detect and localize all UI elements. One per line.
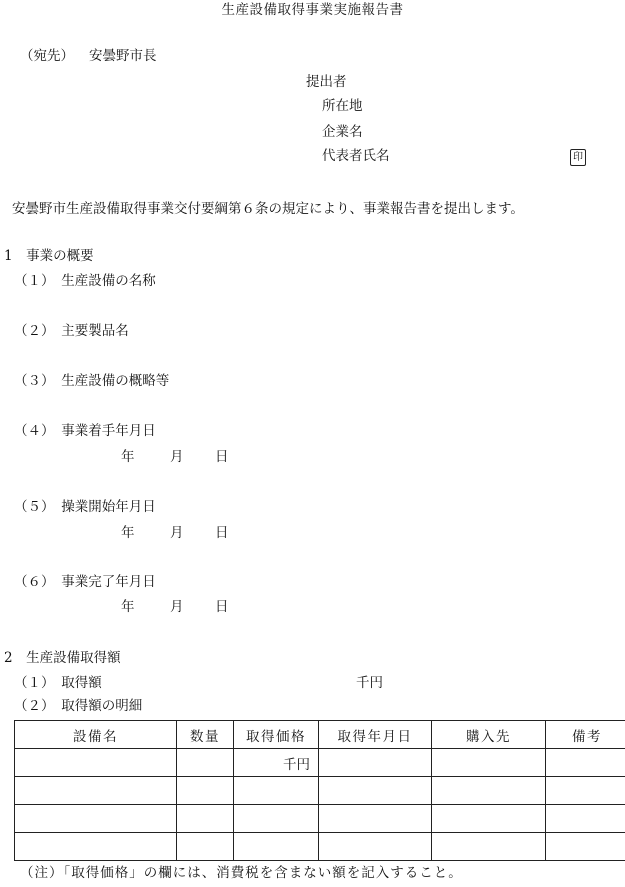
cell-equipment-name[interactable]: [15, 777, 177, 805]
cell-acquisition-price[interactable]: 千円: [234, 749, 319, 777]
col-quantity: 数量: [177, 721, 234, 749]
item-equipment-overview: （３） 生産設備の概略等: [14, 373, 170, 389]
cell-acquisition-date[interactable]: [319, 749, 432, 777]
cell-equipment-name[interactable]: [15, 749, 177, 777]
addressee-name: 安曇野市長: [89, 48, 157, 64]
section2-heading: 2 生産設備取得額: [4, 650, 121, 666]
col-remarks: 備考: [546, 721, 625, 749]
addressee-prefix: （宛先）: [20, 48, 74, 64]
representative-label: 代表者氏名: [322, 148, 390, 164]
company-label: 企業名: [322, 124, 363, 140]
table-row: [15, 805, 625, 833]
cell-remarks[interactable]: [546, 777, 625, 805]
table-row: [15, 833, 625, 861]
cell-quantity[interactable]: [177, 805, 234, 833]
date-day: 日: [215, 525, 229, 541]
date-month: 月: [170, 525, 184, 541]
cell-supplier[interactable]: [432, 777, 546, 805]
cell-acquisition-price[interactable]: [234, 777, 319, 805]
date-day: 日: [215, 449, 229, 465]
cell-supplier[interactable]: [432, 833, 546, 861]
address-label: 所在地: [322, 98, 363, 114]
item-operation-date: （５） 操業開始年月日: [14, 499, 156, 515]
cell-equipment-name[interactable]: [15, 833, 177, 861]
date-year: 年: [121, 599, 135, 615]
cell-acquisition-price[interactable]: [234, 805, 319, 833]
date-year: 年: [121, 449, 135, 465]
cell-quantity[interactable]: [177, 749, 234, 777]
cell-remarks[interactable]: [546, 833, 625, 861]
page-title: 生産設備取得事業実施報告書: [221, 2, 404, 18]
date-year: 年: [121, 525, 135, 541]
table-row: [15, 749, 625, 777]
item-acquisition-detail: （２） 取得額の明細: [14, 698, 143, 714]
cell-equipment-name[interactable]: [15, 805, 177, 833]
cell-supplier[interactable]: [432, 749, 546, 777]
cell-quantity[interactable]: [177, 833, 234, 861]
item-acquisition-amount: （１） 取得額: [14, 675, 102, 691]
col-acquisition-date: 取得年月日: [319, 721, 432, 749]
cell-acquisition-date[interactable]: [319, 805, 432, 833]
table-header-row: [15, 721, 625, 749]
item-main-product: （２） 主要製品名: [14, 323, 129, 339]
intro-text: 安曇野市生産設備取得事業交付要綱第６条の規定により、事業報告書を提出します。: [12, 201, 524, 217]
item-completion-date: （６） 事業完了年月日: [14, 574, 156, 590]
cell-acquisition-date[interactable]: [319, 833, 432, 861]
table-row: [15, 777, 625, 805]
submitter-label: 提出者: [306, 74, 347, 90]
seal-mark: 印: [570, 149, 586, 166]
item-equipment-name: （１） 生産設備の名称: [14, 273, 156, 289]
date-month: 月: [170, 599, 184, 615]
acquisition-detail-table: [14, 720, 625, 861]
cell-supplier[interactable]: [432, 805, 546, 833]
cell-acquisition-date[interactable]: [319, 777, 432, 805]
cell-acquisition-price[interactable]: [234, 833, 319, 861]
date-day: 日: [215, 599, 229, 615]
date-month: 月: [170, 449, 184, 465]
item-start-date: （４） 事業着手年月日: [14, 423, 156, 439]
cell-remarks[interactable]: [546, 805, 625, 833]
col-equipment-name: 設備名: [15, 721, 177, 749]
col-supplier: 購入先: [432, 721, 546, 749]
footnote: （注）「取得価格」の欄には、消費税を含まない額を記入すること。: [20, 865, 463, 881]
col-acquisition-price: 取得価格: [234, 721, 319, 749]
section1-heading: 1 事業の概要: [4, 248, 94, 264]
amount-unit: 千円: [356, 675, 383, 691]
cell-quantity[interactable]: [177, 777, 234, 805]
cell-remarks[interactable]: [546, 749, 625, 777]
